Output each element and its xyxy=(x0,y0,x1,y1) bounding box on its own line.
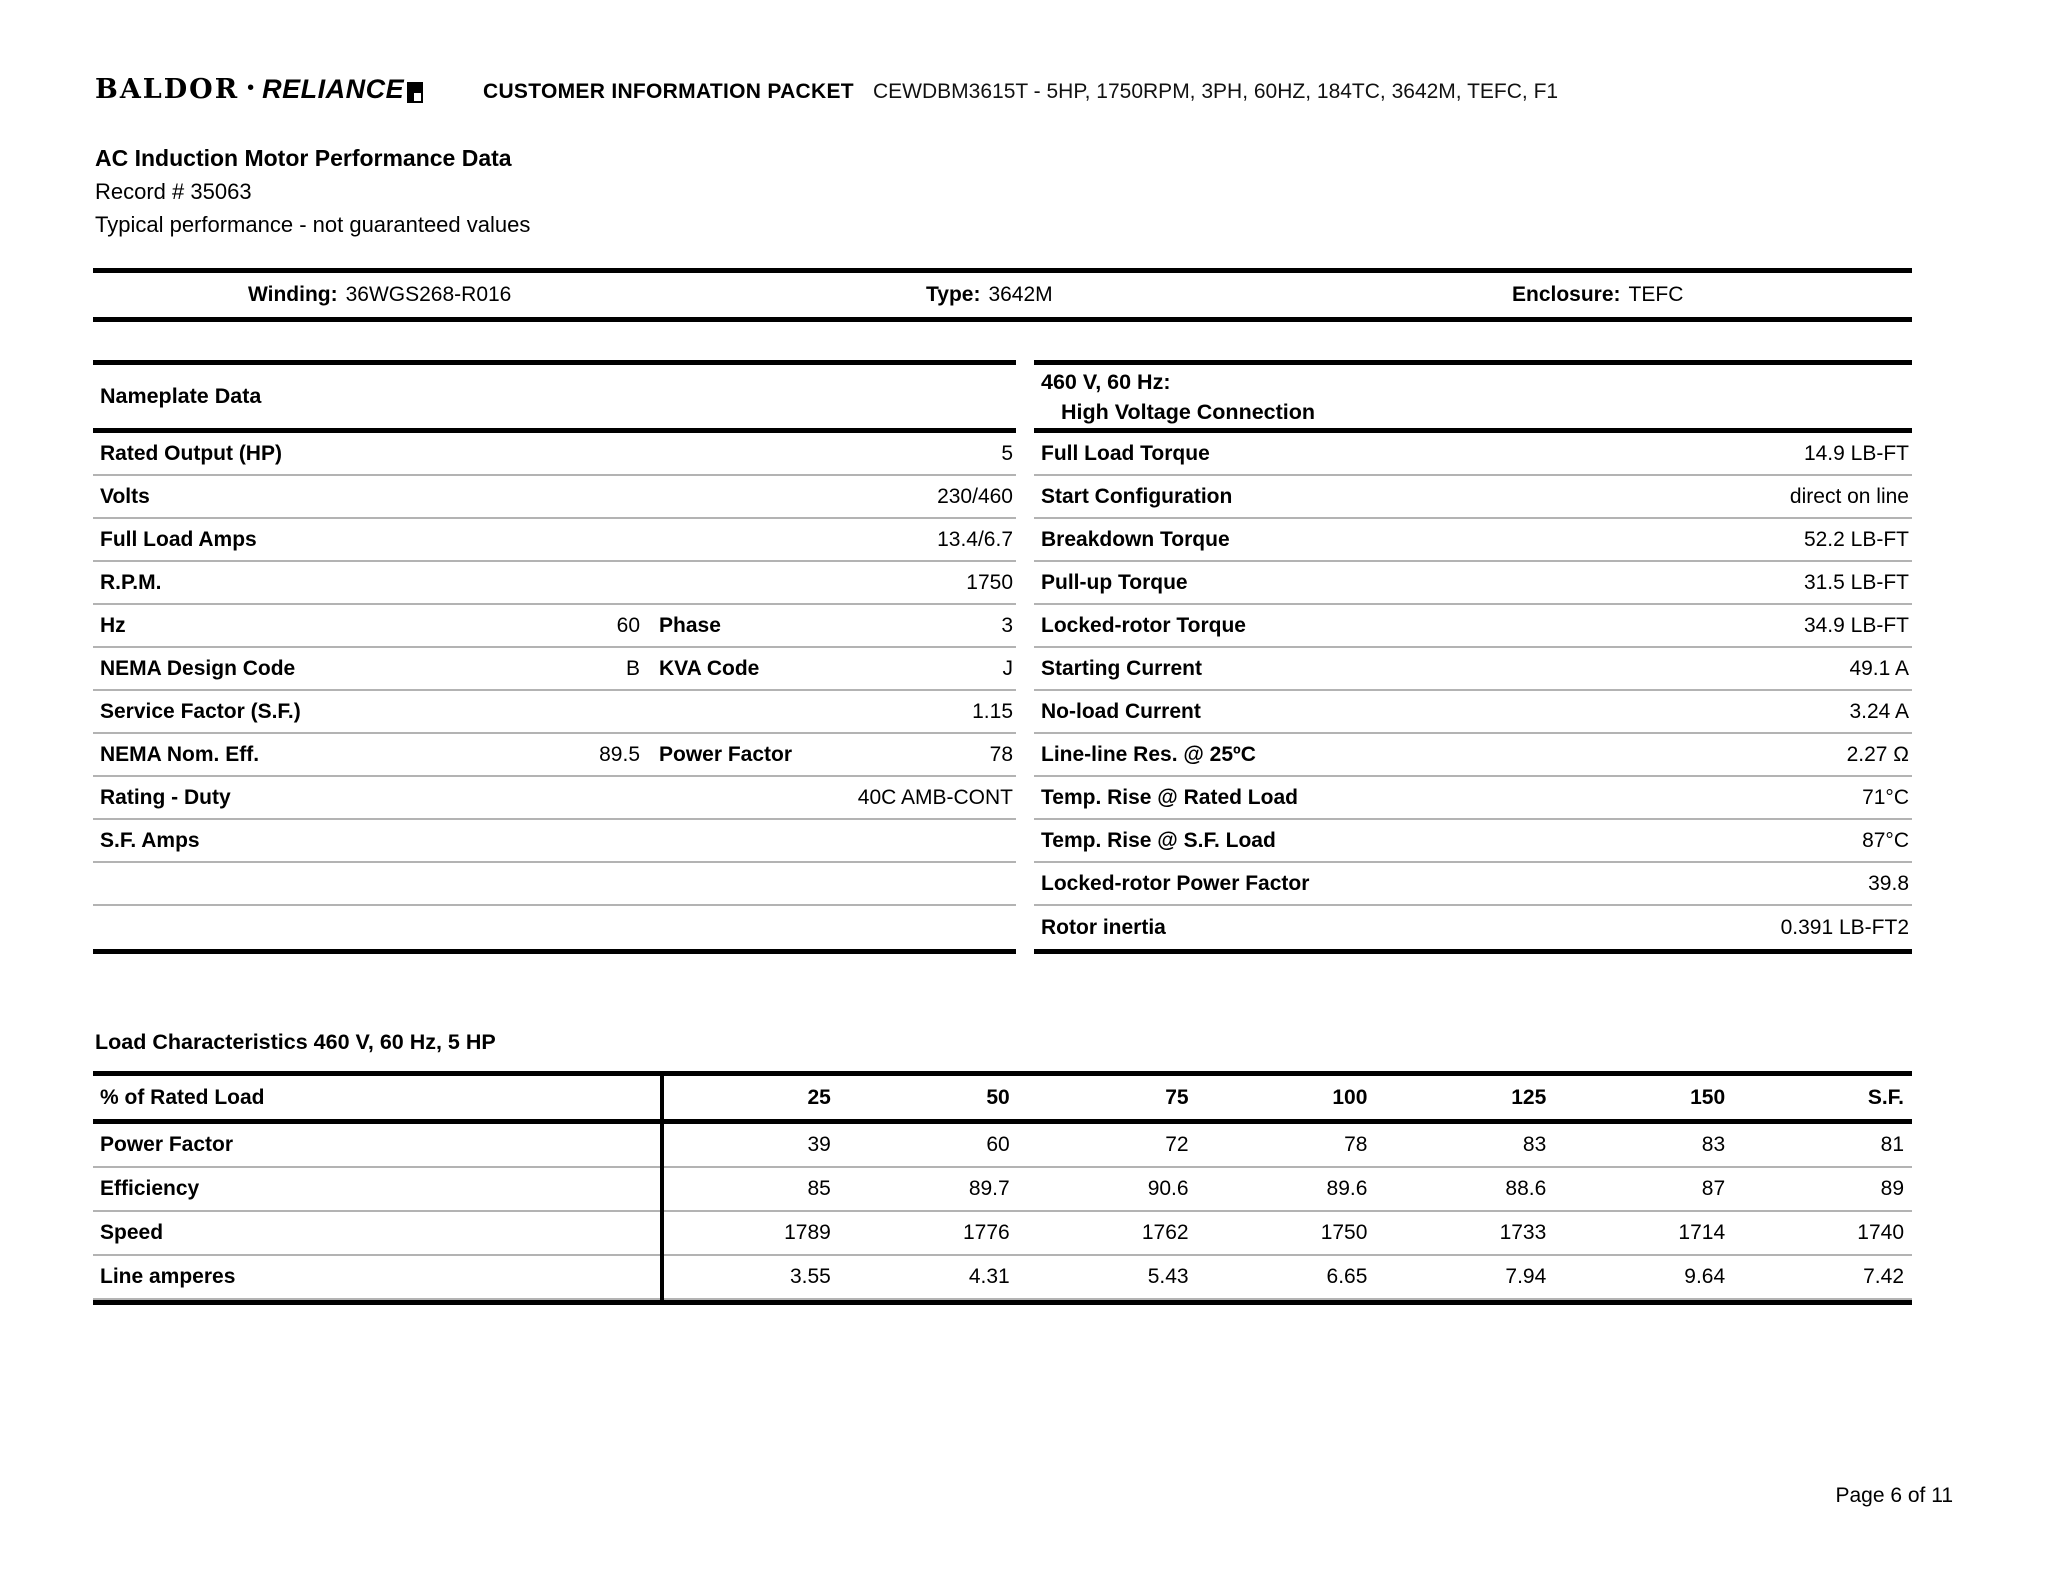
row-label: Speed xyxy=(100,1221,164,1244)
winding-value: 36WGS268-R016 xyxy=(345,283,512,306)
row-value: 3.24 A xyxy=(1849,699,1909,723)
cell-value: 1762 xyxy=(1141,1221,1189,1244)
cell-value: 89 xyxy=(1880,1177,1904,1200)
cell-value: 4.31 xyxy=(968,1265,1010,1288)
load-header-label: % of Rated Load xyxy=(100,1085,265,1109)
row-value: 230/460 xyxy=(937,484,1013,508)
nameplate-row xyxy=(93,820,1016,863)
row-label: Temp. Rise @ S.F. Load xyxy=(1041,828,1276,852)
row-label-2: Power Factor xyxy=(659,742,793,766)
nameplate-row xyxy=(93,476,1016,519)
spec-row xyxy=(1034,777,1912,820)
load-table-row xyxy=(93,1124,1912,1168)
cell-value: 83 xyxy=(1522,1133,1547,1156)
cell-value: 87 xyxy=(1701,1177,1726,1200)
cell-value: 5.43 xyxy=(1147,1265,1189,1288)
page-title: AC Induction Motor Performance Data xyxy=(95,145,512,171)
row-mid-value: 60 xyxy=(616,613,640,637)
nameplate-row xyxy=(93,691,1016,734)
row-label: NEMA Nom. Eff. xyxy=(100,742,260,766)
nameplate-row xyxy=(93,562,1016,605)
row-value: 2.27 Ω xyxy=(1846,742,1909,766)
nameplate-row xyxy=(93,519,1016,562)
row-label: Start Configuration xyxy=(1041,484,1233,508)
type-group xyxy=(926,273,1053,317)
row-label: Rotor inertia xyxy=(1041,915,1166,939)
load-table-row xyxy=(93,1256,1912,1300)
load-column-header: 25 xyxy=(807,1085,831,1109)
row-value: 0.391 LB-FT2 xyxy=(1780,915,1909,939)
row-label: Service Factor (S.F.) xyxy=(100,699,301,723)
row-label: Volts xyxy=(100,484,150,508)
row-label: Pull-up Torque xyxy=(1041,570,1188,594)
load-column-header: 100 xyxy=(1332,1085,1368,1109)
row-value: 39.8 xyxy=(1868,871,1909,895)
winding-label: Winding: xyxy=(248,283,338,306)
load-column-header: 50 xyxy=(986,1085,1010,1109)
winding-group xyxy=(248,273,511,317)
row-label: Locked-rotor Power Factor xyxy=(1041,871,1310,895)
spec-row xyxy=(1034,476,1912,519)
load-column-header: 125 xyxy=(1511,1085,1547,1109)
row-value: 71°C xyxy=(1862,785,1909,809)
row-value: 52.2 LB-FT xyxy=(1803,527,1909,551)
nameplate-empty-row xyxy=(93,863,1016,906)
spec-row xyxy=(1034,648,1912,691)
load-column-header: 150 xyxy=(1690,1085,1726,1109)
high-voltage-table-title xyxy=(1034,365,1912,433)
row-value: 40C AMB-CONT xyxy=(857,785,1013,809)
spec-row xyxy=(1034,562,1912,605)
nameplate-row xyxy=(93,734,1016,777)
row-label: Full Load Torque xyxy=(1041,441,1210,465)
enclosure-value: TEFC xyxy=(1628,283,1684,306)
hv-title-line1: 460 V, 60 Hz: xyxy=(1041,369,1171,394)
nameplate-table xyxy=(93,360,1016,954)
row-label: Breakdown Torque xyxy=(1041,527,1230,551)
row-value: 1750 xyxy=(966,570,1013,594)
row-label: S.F. Amps xyxy=(100,828,200,852)
row-value: 1.15 xyxy=(972,699,1013,723)
row-label-2: KVA Code xyxy=(659,656,760,680)
row-label: Locked-rotor Torque xyxy=(1041,613,1246,637)
spec-row xyxy=(1034,605,1912,648)
type-label: Type: xyxy=(926,283,981,306)
reliance-logo-mark-icon xyxy=(407,82,423,103)
row-label: Temp. Rise @ Rated Load xyxy=(1041,785,1298,809)
packet-title: CUSTOMER INFORMATION PACKET xyxy=(483,80,854,103)
high-voltage-table xyxy=(1034,360,1912,954)
cell-value: 85 xyxy=(807,1177,831,1200)
load-table-column-divider xyxy=(660,1076,664,1300)
spec-row xyxy=(1034,863,1912,906)
row-label: Starting Current xyxy=(1041,656,1203,680)
row-label: R.P.M. xyxy=(100,570,162,594)
reliance-wordmark: RELIANCE xyxy=(262,74,405,104)
cell-value: 89.7 xyxy=(968,1177,1010,1200)
row-label: Hz xyxy=(100,613,126,637)
baldor-wordmark: BALDOR xyxy=(95,74,240,105)
load-characteristics-title: Load Characteristics 460 V, 60 Hz, 5 HP xyxy=(95,1030,496,1054)
row-label: Line-line Res. @ 25ºC xyxy=(1041,742,1256,766)
load-table-header-row xyxy=(93,1076,1912,1124)
load-column-header: S.F. xyxy=(1867,1085,1904,1109)
type-value: 3642M xyxy=(988,283,1053,306)
enclosure-label: Enclosure: xyxy=(1512,283,1621,306)
row-value: 34.9 LB-FT xyxy=(1803,613,1909,637)
cell-value: 72 xyxy=(1165,1133,1189,1156)
cell-value: 81 xyxy=(1880,1133,1904,1156)
spec-row xyxy=(1034,906,1912,949)
row-label: Rated Output (HP) xyxy=(100,441,282,465)
cell-value: 1733 xyxy=(1499,1221,1547,1244)
row-value: 31.5 LB-FT xyxy=(1803,570,1909,594)
nameplate-table-title: Nameplate Data xyxy=(93,365,1016,433)
row-value: direct on line xyxy=(1789,484,1909,508)
cell-value: 90.6 xyxy=(1147,1177,1189,1200)
page-header xyxy=(95,74,1988,114)
row-label: Full Load Amps xyxy=(100,527,257,551)
title-block xyxy=(95,142,530,241)
page-number: Page 6 of 11 xyxy=(1835,1484,1953,1507)
cell-value: 89.6 xyxy=(1326,1177,1368,1200)
spec-tables xyxy=(93,360,1912,954)
row-mid-value: B xyxy=(625,656,640,680)
motor-model-line: CEWDBM3615T - 5HP, 1750RPM, 3PH, 60HZ, 184TC, 3642M, TEFC, F1 xyxy=(873,80,1559,103)
row-value: 3 xyxy=(1001,613,1013,637)
row-label: Efficiency xyxy=(100,1177,200,1200)
row-value: 5 xyxy=(1001,441,1013,465)
row-label: Rating - Duty xyxy=(100,785,231,809)
cell-value: 6.65 xyxy=(1326,1265,1368,1288)
nameplate-row xyxy=(93,648,1016,691)
cell-value: 78 xyxy=(1344,1133,1368,1156)
cell-value: 7.42 xyxy=(1863,1265,1904,1288)
load-column-header: 75 xyxy=(1165,1085,1189,1109)
cell-value: 88.6 xyxy=(1505,1177,1547,1200)
row-value: 14.9 LB-FT xyxy=(1803,441,1909,465)
cell-value: 1776 xyxy=(962,1221,1010,1244)
spec-row xyxy=(1034,691,1912,734)
row-value: 78 xyxy=(989,742,1013,766)
row-value: 87°C xyxy=(1862,828,1909,852)
row-label-2: Phase xyxy=(659,613,721,637)
baldor-reliance-logo xyxy=(95,74,423,105)
performance-note: Typical performance - not guaranteed values xyxy=(95,212,531,237)
cell-value: 7.94 xyxy=(1505,1265,1547,1288)
cell-value: 1789 xyxy=(784,1221,831,1244)
row-label: Power Factor xyxy=(100,1133,234,1156)
cell-value: 1750 xyxy=(1320,1221,1368,1244)
hv-title-line2: High Voltage Connection xyxy=(1061,399,1316,424)
spec-row xyxy=(1034,433,1912,476)
cell-value: 9.64 xyxy=(1684,1265,1726,1288)
row-label: No-load Current xyxy=(1041,699,1201,723)
spec-row xyxy=(1034,519,1912,562)
load-characteristics-table xyxy=(93,1071,1912,1305)
cell-value: 1714 xyxy=(1678,1221,1726,1244)
row-value: 13.4/6.7 xyxy=(937,527,1013,551)
cell-value: 60 xyxy=(986,1133,1010,1156)
cell-value: 83 xyxy=(1701,1133,1726,1156)
cell-value: 1740 xyxy=(1857,1221,1904,1244)
nameplate-row xyxy=(93,433,1016,476)
row-label: Line amperes xyxy=(100,1265,236,1288)
row-value: J xyxy=(1002,656,1013,680)
nameplate-row xyxy=(93,777,1016,820)
load-table-row xyxy=(93,1168,1912,1212)
nameplate-row xyxy=(93,605,1016,648)
row-value: 49.1 A xyxy=(1849,656,1909,680)
nameplate-empty-row xyxy=(93,906,1016,949)
page-footer xyxy=(0,1484,1953,1508)
load-table-row xyxy=(93,1212,1912,1256)
cell-value: 39 xyxy=(807,1133,831,1156)
cell-value: 3.55 xyxy=(789,1265,831,1288)
enclosure-group xyxy=(1512,273,1683,317)
spec-row xyxy=(1034,734,1912,777)
record-number: Record # 35063 xyxy=(95,179,252,204)
logo-dot-icon: • xyxy=(247,77,255,99)
spec-row xyxy=(1034,820,1912,863)
winding-bar xyxy=(93,268,1912,322)
row-label: NEMA Design Code xyxy=(100,656,296,680)
row-mid-value: 89.5 xyxy=(599,742,640,766)
